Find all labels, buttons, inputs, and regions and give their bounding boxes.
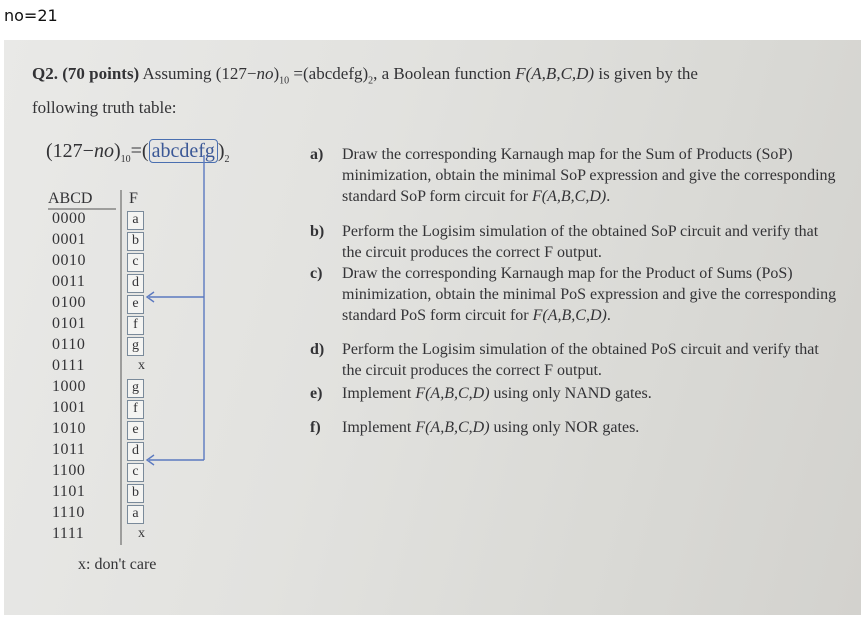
truth-table-output-8: g — [127, 379, 144, 398]
truth-table-output-7: x — [138, 358, 145, 373]
truth-table-output-6: g — [127, 337, 144, 356]
truth-table-input-5: 0101 — [52, 315, 86, 332]
truth-table-output-0: a — [127, 211, 144, 230]
truth-table-input-13: 1101 — [52, 483, 86, 500]
question-lhs: $(127-no)_{10}$ — [215, 64, 290, 87]
dont-care-note: x: don't care — [78, 556, 157, 573]
task-item-2 — [310, 264, 840, 326]
question-photo — [4, 40, 861, 615]
task-item-5 — [310, 418, 840, 439]
truth-table-output-13: b — [127, 484, 144, 503]
equation: $(127-no)_{10}=$( abcdefg )$_2$ — [46, 140, 230, 165]
task-letter: e) — [310, 385, 323, 402]
question-intro: Assuming — [142, 64, 212, 83]
task-text: Implement F(A,B,C,D) using only NAND gates. — [342, 385, 652, 402]
truth-table-output-12: c — [127, 463, 144, 482]
truth-table-input-4: 0100 — [52, 294, 86, 311]
task-text: Draw the corresponding Karnaugh map for the Product of Sums (PoS) minimization, obtain the minimal PoS expression and give the corresponding standard PoS form circuit for F(A,B,C,D). — [342, 265, 837, 324]
task-text: Perform the Logisim simulation of the obtained PoS circuit and verify that the circuit produces the correct F output. — [342, 341, 819, 379]
task-text: Draw the corresponding Karnaugh map for the Sum of Products (SoP) minimization, obtain the minimal SoP expression and give the corresponding standard SoP form circuit for F(A,B,C,D). — [342, 146, 836, 205]
truth-table-output-9: f — [127, 400, 144, 419]
question-mid: , a Boolean function — [373, 64, 511, 83]
question-points: (70 points) — [62, 64, 140, 83]
bracket-arrows — [4, 40, 861, 615]
task-letter: a) — [310, 146, 324, 163]
task-item-4 — [310, 384, 840, 405]
boxed-abcdefg: abcdefg — [149, 139, 218, 163]
truth-table-output-4: e — [127, 295, 144, 314]
task-item-0 — [310, 145, 840, 207]
truth-table-input-14: 1110 — [52, 504, 85, 521]
task-text: Implement F(A,B,C,D) using only NOR gates. — [342, 419, 640, 436]
truth-table-input-9: 1001 — [52, 399, 86, 416]
task-item-3 — [310, 340, 840, 382]
task-item-1 — [310, 222, 840, 264]
task-letter: b) — [310, 223, 325, 240]
truth-table-output-10: e — [127, 421, 144, 440]
truth-table-input-3: 0011 — [52, 273, 86, 290]
question-line2: following truth table: — [32, 98, 177, 117]
question-end: is given by the — [598, 64, 698, 83]
truth-table-output-3: d — [127, 274, 144, 293]
truth-table-output-5: f — [127, 316, 144, 335]
truth-table-output-15: x — [138, 526, 145, 541]
question-func: F(A,B,C,D) — [515, 64, 595, 83]
truth-table-input-12: 1100 — [52, 462, 86, 479]
question-number: Q2. — [32, 64, 58, 83]
truth-table-output-11: d — [127, 442, 144, 461]
task-text: Perform the Logisim simulation of the obtained SoP circuit and verify that the circuit produces the correct F output. — [342, 223, 819, 261]
truth-table-input-8: 1000 — [52, 378, 86, 395]
truth-table-input-0: 0000 — [52, 210, 86, 227]
truth-table-output-14: a — [127, 505, 144, 524]
task-letter: d) — [310, 341, 325, 358]
truth-table-output-1: b — [127, 232, 144, 251]
truth-table-header-inputs: ABCD — [48, 190, 93, 207]
truth-table-input-6: 0110 — [52, 336, 86, 353]
top-label: no=21 — [4, 6, 58, 25]
truth-table-input-15: 1111 — [52, 525, 85, 542]
task-letter: c) — [310, 265, 323, 282]
truth-table-input-2: 0010 — [52, 252, 86, 269]
truth-table-input-7: 0111 — [52, 357, 85, 374]
truth-table-header-output: F — [129, 190, 138, 207]
task-letter: f) — [310, 419, 321, 436]
truth-table-input-1: 0001 — [52, 231, 86, 248]
truth-table-input-10: 1010 — [52, 420, 86, 437]
truth-table-input-11: 1011 — [52, 441, 86, 458]
question-rhs: $(abcdefg)_2$ — [303, 64, 374, 87]
truth-table-output-2: c — [127, 253, 144, 272]
question-eq: = — [293, 64, 304, 83]
